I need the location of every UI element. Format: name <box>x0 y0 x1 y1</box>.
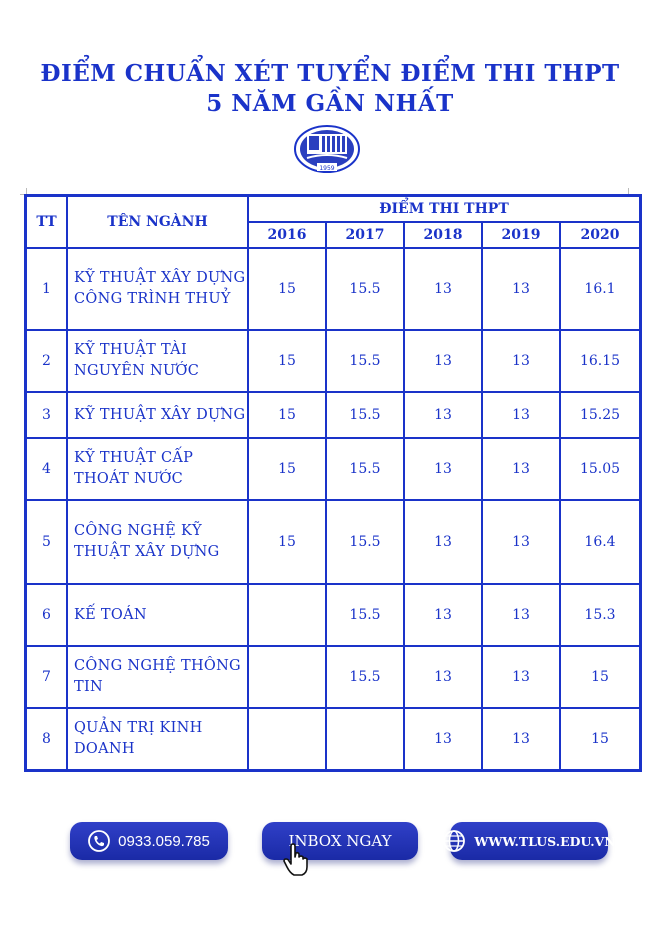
table-row <box>26 584 640 646</box>
score-cell: 15 <box>560 708 640 770</box>
phone-label: 0933.059.785 <box>118 832 210 850</box>
table-row <box>26 500 640 584</box>
row-number: 5 <box>26 500 67 584</box>
svg-text:1959: 1959 <box>319 165 335 172</box>
major-name: KỸ THUẬT XÂY DỰNG CÔNG TRÌNH THUỶ <box>67 248 248 330</box>
table-row <box>26 708 640 770</box>
header-year: 2017 <box>326 222 404 248</box>
website-label: WWW.TLUS.EDU.VN <box>474 833 616 849</box>
score-cell: 13 <box>482 708 560 770</box>
row-number: 3 <box>26 392 67 438</box>
page-title-line1: ĐIỂM CHUẨN XÉT TUYỂN ĐIỂM THI THPT <box>40 60 620 87</box>
major-name: QUẢN TRỊ KINH DOANH <box>67 708 248 770</box>
score-cell: 15.5 <box>326 330 404 392</box>
score-cell <box>248 646 326 708</box>
major-name: KẾ TOÁN <box>67 584 248 646</box>
score-cell <box>248 584 326 646</box>
score-cell: 15 <box>248 248 326 330</box>
score-cell: 15 <box>560 646 640 708</box>
score-cell: 13 <box>404 330 482 392</box>
score-cell: 13 <box>404 500 482 584</box>
header-year: 2019 <box>482 222 560 248</box>
hand-cursor-icon <box>282 843 310 881</box>
table-row <box>26 248 640 330</box>
inbox-label: INBOX NGAY <box>288 832 392 850</box>
score-cell: 16.4 <box>560 500 640 584</box>
score-cell: 13 <box>482 500 560 584</box>
row-number: 6 <box>26 584 67 646</box>
table-row <box>26 330 640 392</box>
score-cell: 15.5 <box>326 392 404 438</box>
header-name: TÊN NGÀNH <box>67 196 248 248</box>
header-group: ĐIỂM THI THPT <box>248 196 640 222</box>
score-cell: 16.1 <box>560 248 640 330</box>
score-table <box>24 194 640 772</box>
score-cell: 13 <box>482 248 560 330</box>
score-cell: 13 <box>404 392 482 438</box>
website-button[interactable] <box>450 822 616 860</box>
score-cell: 13 <box>404 584 482 646</box>
phone-icon <box>88 830 110 852</box>
major-name: KỸ THUẬT XÂY DỰNG <box>67 392 248 438</box>
major-name: KỸ THUẬT TÀI NGUYÊN NƯỚC <box>67 330 248 392</box>
score-cell: 13 <box>404 438 482 500</box>
row-number: 2 <box>26 330 67 392</box>
row-number: 4 <box>26 438 67 500</box>
phone-button[interactable] <box>70 822 228 860</box>
university-logo <box>293 124 361 174</box>
score-cell: 15 <box>248 438 326 500</box>
score-cell: 13 <box>482 330 560 392</box>
table-row <box>26 646 640 708</box>
header-year: 2018 <box>404 222 482 248</box>
header-year: 2020 <box>560 222 640 248</box>
score-cell: 13 <box>482 584 560 646</box>
header-year: 2016 <box>248 222 326 248</box>
score-cell: 15.5 <box>326 438 404 500</box>
header-tt: TT <box>26 196 67 248</box>
row-number: 1 <box>26 248 67 330</box>
score-cell: 15.25 <box>560 392 640 438</box>
score-cell <box>326 708 404 770</box>
major-name: CÔNG NGHỆ THÔNG TIN <box>67 646 248 708</box>
score-cell: 13 <box>404 708 482 770</box>
score-cell: 15.5 <box>326 500 404 584</box>
score-cell: 13 <box>482 646 560 708</box>
globe-icon <box>442 829 466 853</box>
score-cell: 15 <box>248 392 326 438</box>
score-cell: 15 <box>248 330 326 392</box>
page-title-line2: 5 NĂM GẦN NHẤT <box>206 90 454 117</box>
score-cell: 13 <box>404 248 482 330</box>
score-cell: 15.3 <box>560 584 640 646</box>
row-number: 8 <box>26 708 67 770</box>
score-cell: 15.05 <box>560 438 640 500</box>
score-cell: 13 <box>482 392 560 438</box>
row-number: 7 <box>26 646 67 708</box>
score-cell: 16.15 <box>560 330 640 392</box>
major-name: CÔNG NGHỆ KỸ THUẬT XÂY DỰNG <box>67 500 248 584</box>
score-cell: 13 <box>482 438 560 500</box>
score-cell: 15.5 <box>326 584 404 646</box>
score-cell: 15.5 <box>326 646 404 708</box>
score-cell: 15.5 <box>326 248 404 330</box>
score-cell <box>248 708 326 770</box>
score-cell: 13 <box>404 646 482 708</box>
score-cell: 15 <box>248 500 326 584</box>
table-row <box>26 392 640 438</box>
major-name: KỸ THUẬT CẤP THOÁT NƯỚC <box>67 438 248 500</box>
table-row <box>26 438 640 500</box>
